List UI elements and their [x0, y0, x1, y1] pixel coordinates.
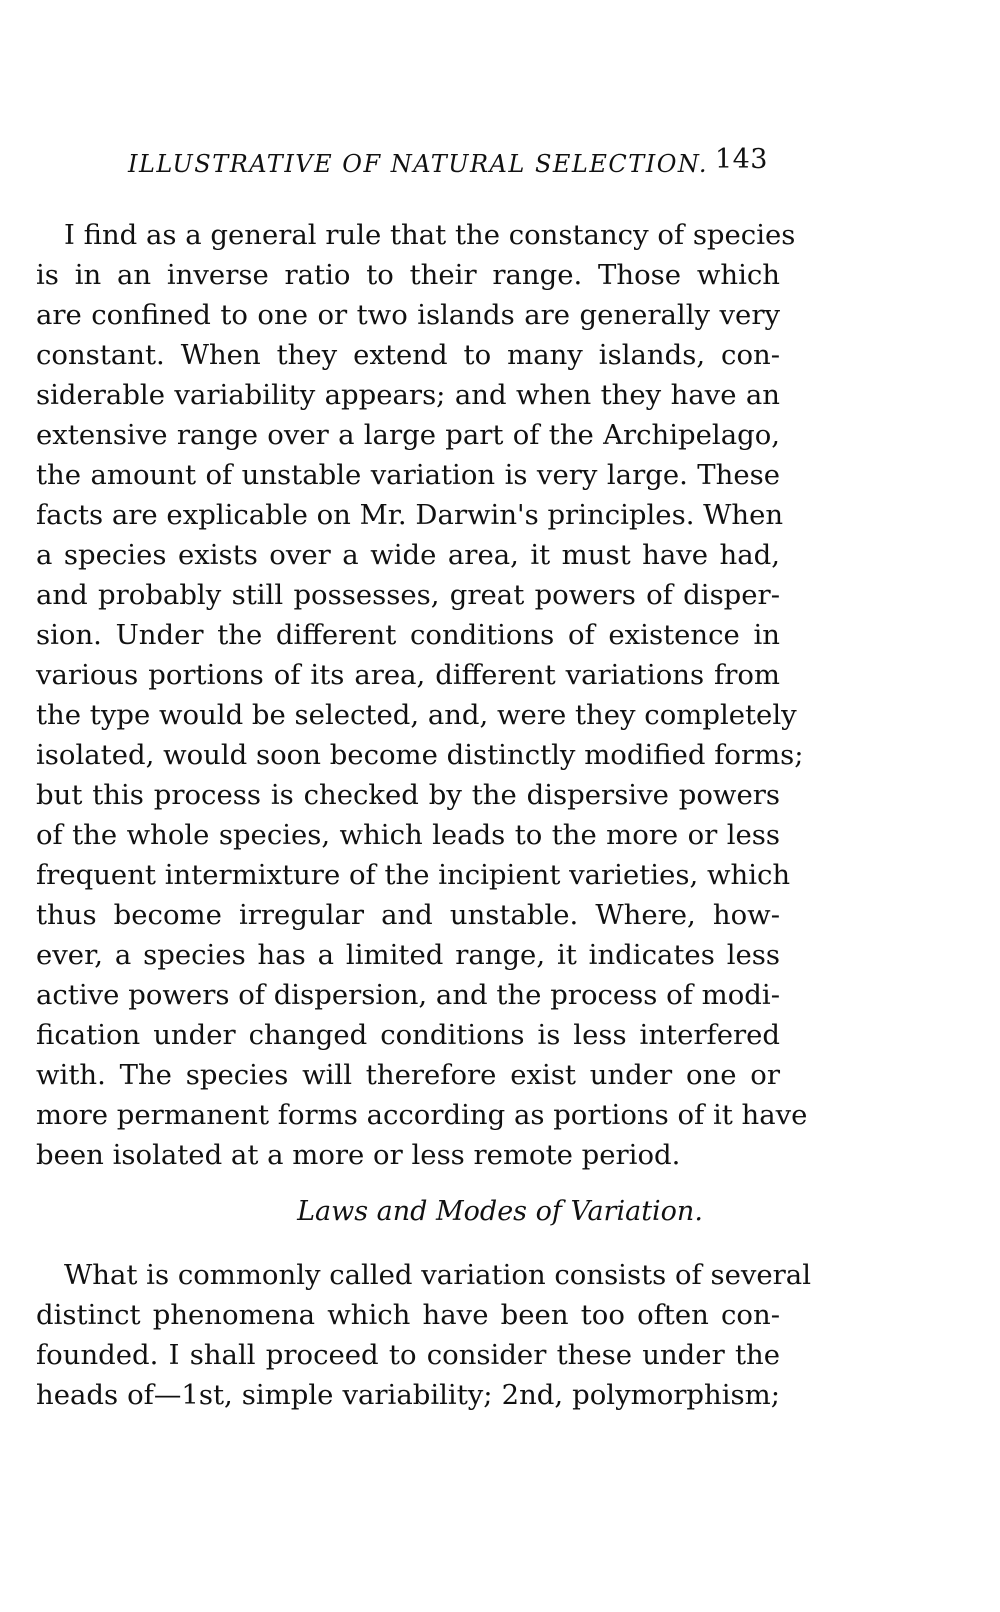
text-line: the type would be selected, and, were they completely [36, 699, 797, 731]
text-line: siderable variability appears; and when they have an [36, 379, 780, 411]
paragraph-2 [36, 1255, 811, 1415]
text-line: and probably still possesses, great powers of disper- [36, 579, 780, 611]
text-line: thus become irregular and unstable. Where, how- [36, 899, 780, 931]
section-heading: Laws and Modes of Variation. [297, 1196, 703, 1227]
text-line: extensive range over a large part of the Archipelago, [36, 419, 780, 451]
running-head-title: ILLUSTRATIVE OF NATURAL SELECTION. [128, 150, 708, 178]
text-line: the amount of unstable variation is very large. These [36, 459, 780, 491]
text-line: distinct phenomena which have been too often con- [36, 1299, 780, 1331]
text-line: I find as a general rule that the constancy of species [64, 219, 796, 251]
text-line: with. The species will therefore exist under one or [36, 1059, 780, 1091]
text-line: is in an inverse ratio to their range. Those which [36, 259, 780, 291]
text-line: founded. I shall proceed to consider these under the [36, 1339, 780, 1371]
text-line: more permanent forms according as portions of it have [36, 1099, 808, 1131]
paragraph-1 [36, 215, 808, 1175]
page-number: 143 [714, 144, 768, 175]
text-line: frequent intermixture of the incipient varieties, which [36, 859, 791, 891]
running-head [128, 144, 768, 184]
text-line: constant. When they extend to many islands, con- [36, 339, 780, 371]
text-line: of the whole species, which leads to the more or less [36, 819, 780, 851]
text-line: been isolated at a more or less remote period. [36, 1139, 681, 1171]
text-line: ever, a species has a limited range, it indicates less [36, 939, 780, 971]
text-line: isolated, would soon become distinctly modified forms; [36, 739, 804, 771]
text-line: a species exists over a wide area, it must have had, [36, 539, 780, 571]
text-line: but this process is checked by the dispersive powers [36, 779, 780, 811]
text-line: various portions of its area, different variations from [36, 659, 780, 691]
text-line: sion. Under the different conditions of existence in [36, 619, 780, 651]
text-line: What is commonly called variation consists of several [64, 1259, 811, 1291]
text-line: fication under changed conditions is less interfered [36, 1019, 780, 1051]
text-line: are confined to one or two islands are generally very [36, 299, 780, 331]
text-line: heads of—1st, simple variability; 2nd, polymorphism; [36, 1379, 780, 1411]
text-line: facts are explicable on Mr. Darwin's principles. When [36, 499, 784, 531]
text-line: active powers of dispersion, and the process of modi- [36, 979, 780, 1011]
